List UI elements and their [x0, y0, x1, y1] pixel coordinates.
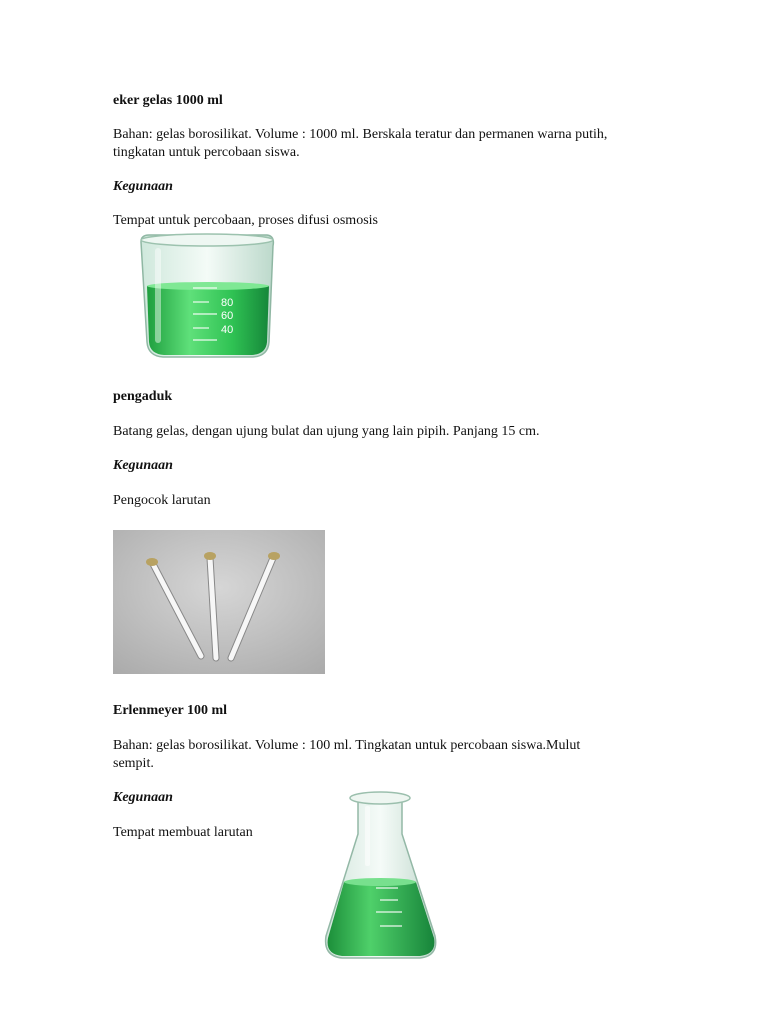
beaker-image — [135, 230, 280, 362]
description-stirring-rod: Batang gelas, dengan ujung bulat dan ujung yang lain pipih. Panjang 15 cm. — [113, 424, 540, 439]
scale-mark: 60 — [221, 310, 234, 322]
heading-beaker: eker gelas 1000 ml — [113, 93, 223, 108]
description-beaker-line2: tingkatan untuk percobaan siswa. — [113, 145, 300, 160]
usage-beaker: Tempat untuk percobaan, proses difusi osmosis — [113, 213, 378, 228]
description-erlenmeyer-line2: sempit. — [113, 756, 154, 771]
scale-mark: 80 — [221, 297, 234, 309]
scale-mark: 40 — [221, 324, 234, 336]
heading-erlenmeyer: Erlenmeyer 100 ml — [113, 703, 228, 718]
description-erlenmeyer-line1: Bahan: gelas borosilikat. Volume : 100 ml. Tingkatan untuk percobaan siswa.Mulut — [113, 738, 581, 753]
erlenmeyer-flask-image — [318, 786, 443, 966]
usage-stirring-rod: Pengocok larutan — [113, 493, 211, 508]
stirring-rods-image — [113, 530, 325, 674]
description-beaker-line1: Bahan: gelas borosilikat. Volume : 1000 ml. Berskala teratur dan permanen warna putih, — [113, 127, 608, 142]
heading-stirring-rod: pengaduk — [113, 389, 173, 404]
usage-erlenmeyer: Tempat membuat larutan — [113, 825, 253, 840]
kegunaan-label-erlenmeyer: Kegunaan — [113, 790, 173, 805]
kegunaan-label-stirring-rod: Kegunaan — [113, 458, 173, 473]
kegunaan-label-beaker: Kegunaan — [113, 179, 173, 194]
